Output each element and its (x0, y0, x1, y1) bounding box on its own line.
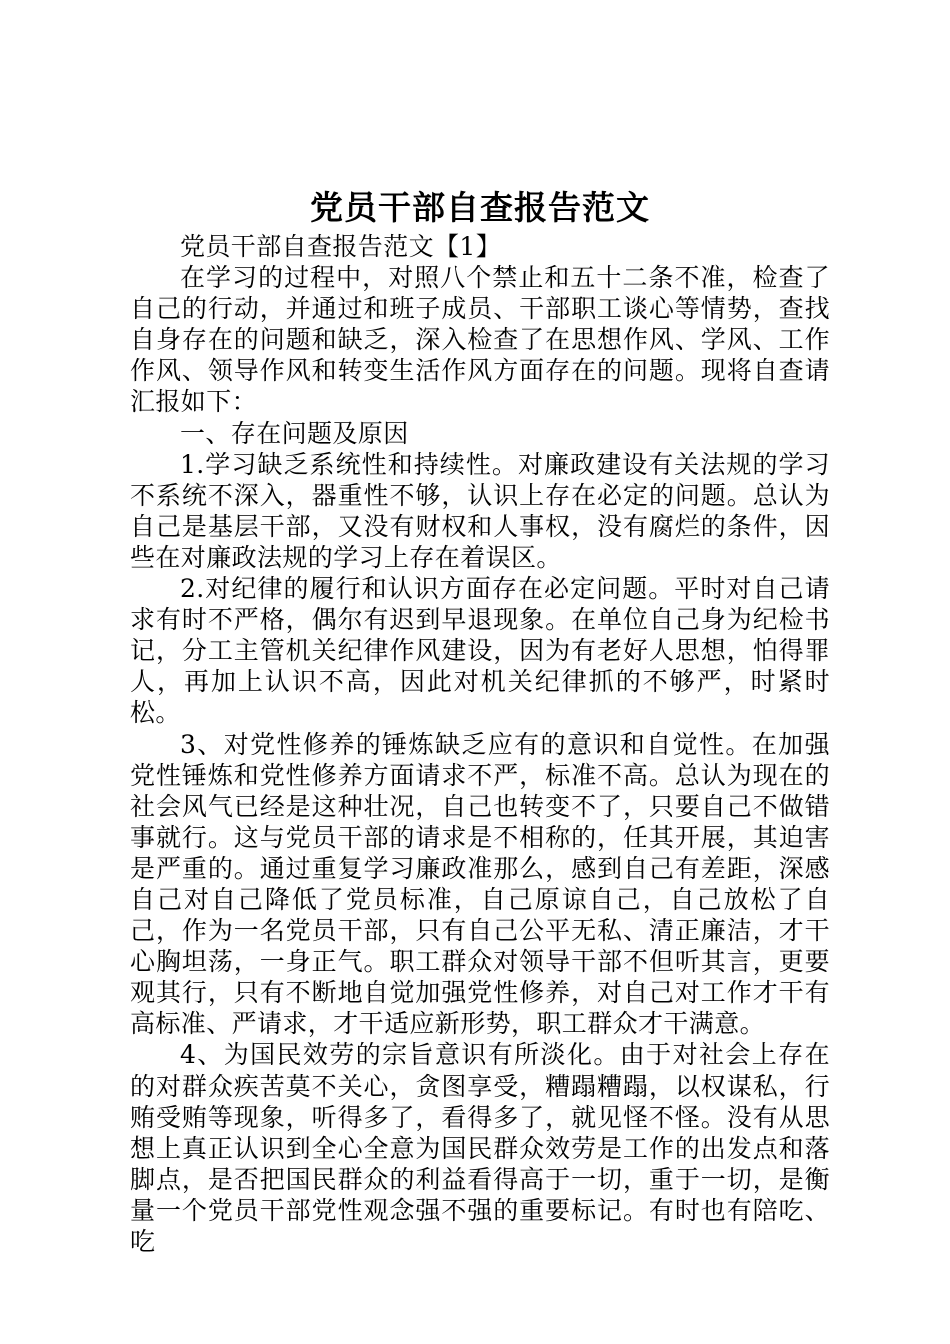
section-heading: 一、存在问题及原因 (180, 418, 409, 448)
paragraph-subtitle: 党员干部自查报告范文【1】 (180, 232, 502, 261)
paragraph-item-1: 1.学习缺乏系统性和持续性。对廉政建设有关法规的学习不系统不深入，器重性不够，认识上存在必定的问题。总认为自己是基层干部，又没有财权和人事权，没有腐烂的条件，因些在对廉政法规的学习上存在着误区。 (130, 449, 830, 572)
document-body (130, 231, 830, 1257)
paragraph-intro: 在学习的过程中，对照八个禁止和五十二条不准，检查了自己的行动，并通过和班子成员、干部职工谈心等情势，查找自身存在的问题和缺乏，深入检查了在思想作风、学风、工作作风、领导作风和转变生活作风方面存在的问题。现将自查请汇报如下： (130, 263, 830, 417)
paragraph-item-4: 4、为国民效劳的宗旨意识有所淡化。由于对社会上存在的对群众疾苦莫不关心，贪图享受，糟蹋糟蹋，以权谋私，行贿受贿等现象，听得多了，看得多了，就见怪不怪。没有从思想上真正认识到全心全意为国民群众效劳是工作的出发点和落脚点，是否把国民群众的利益看得高于一切，重于一切，是衡量一个党员干部党性观念强不强的重要标记。有时也有陪吃、吃 (130, 1040, 830, 1256)
paragraph-item-3: 3、对党性修养的锤炼缺乏应有的意识和自觉性。在加强党性锤炼和党性修养方面请求不严，标准不高。总认为现在的社会风气已经是这种壮况，自己也转变不了，只要自己不做错事就行。这与党员干部的请求是不相称的，任其开展，其迫害是严重的。通过重复学习廉政准那么，感到自己有差距，深感自己对自己降低了党员标准，自己原谅自己，自己放松了自己，作为一名党员干部，只有自己公平无私、清正廉洁，才干心胸坦荡，一身正气。职工群众对领导干部不但听其言，更要观其行，只有不断地自觉加强党性修养，对自己对工作才干有高标准、严请求，才干适应新形势，职工群众才干满意。 (130, 729, 830, 1039)
document-title: 党员干部自查报告范文 (310, 188, 650, 227)
paragraph-item-2: 2.对纪律的履行和认识方面存在必定问题。平时对自己请求有时不严格，偶尔有迟到早退现象。在单位自己身为纪检书记，分工主管机关纪律作风建设，因为有老好人思想，怕得罪人，再加上认识不高，因此对机关纪律抓的不够严，时紧时松。 (130, 574, 830, 728)
